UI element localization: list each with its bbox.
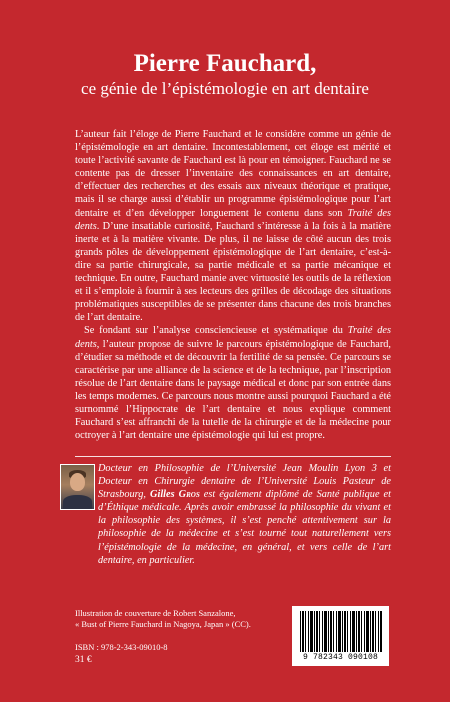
summary-paragraph-1: [75, 128, 391, 324]
summary-paragraph-2-start: Se fondant sur l’analyse consciencieuse et systématique du: [84, 325, 348, 337]
isbn: ISBN : 978-2-343-09010-8: [75, 642, 168, 652]
book-subtitle: ce génie de l’épistémologie en art dentaire: [81, 79, 369, 98]
author-portrait: [60, 464, 95, 510]
barcode-digits: 9 782343 090108: [302, 653, 378, 662]
author-first-name: Gilles: [150, 489, 179, 501]
price: 31 €: [75, 655, 92, 665]
book-title: Pierre Fauchard,: [133, 50, 317, 77]
summary-paragraph-2-end: , l’auteur propose de suivre le parcours épistémologique de Fauchard, d’étudier sa méthode et de découvrir la fertilité de sa pensée. Ce parcours se caractérise par une alliance de la science et de la technique, par l’inscription résolue de l’art dentaire dans le paysage médical et donc par son entrée dans les temps modernes. Ce parcours nous montre aussi pourquoi Fauchard a été surnommé l’Hippocrate de l’art dentaire et nous explique comment Fauchard s’est affranchi de la tutelle de la chirurgie et de la médecine pour octroyer à l’art dentaire une épistémologie qui lui est propre.: [75, 338, 391, 442]
author-name: [150, 489, 200, 500]
summary-paragraph-1-end: . D’une insatiable curiosité, Fauchard s’intéresse à la fois à la matière inerte et à la matière vivante. De plus, il ne laisse de côté aucun des trois grands pôles de développement épistémologique de l’art dentaire, c’est-à-dire sa partie chirurgicale, sa partie médicale et sa partie mécanique et technique. En outre, Fauchard manie avec virtuosité les outils de la réflexion et il s’emploie à fournir à ses lecteurs des grilles de décodage des situations problématiques susceptibles de se présenter dans chacune des trois branches de l’art dentaire.: [75, 220, 391, 324]
summary-text: [75, 128, 391, 442]
summary-paragraph-1-reference: Traité des dents: [75, 207, 391, 232]
credit-line-2: « Bust of Pierre Fauchard in Nagoya, Japan » (CC).: [75, 619, 251, 629]
author-bio-start: Docteur en Philosophie de l’Université Jean Moulin Lyon 3 et Docteur en Chirurgie dentaire de l’Université Louis Pasteur de Strasbourg,: [98, 463, 391, 501]
author-bio-end: est également diplômé de Santé publique et d’Éthique médicale. Après avoir embrassé la philosophie du vivant et la philosophie des systèmes, il s’est penché attentivement sur la philosophie de la médecine et s’est tourné tout naturellement vers l’épistémologie de la médecine, en général, et vers celle de l’art dentaire, en particulier.: [98, 489, 391, 566]
credit-line-1: Illustration de couverture de Robert Sanzalone,: [75, 608, 236, 618]
author-bio: [98, 462, 391, 567]
summary-paragraph-2-reference: Traité des dents: [75, 325, 391, 350]
summary-paragraph-1-start: L’auteur fait l’éloge de Pierre Fauchard et le considère comme un génie de l’épistémologie en art dentaire. Incontestablement, cet éloge est mérité et toute l’activité savante de Fauchard est là pour en témoigner. Fauchard ne se contente pas de dresser l’inventaire des connaissances en art dentaire, d’effectuer des recherches et des essais aux niveaux théorique et pratique, mais il se charge aussi d’établir un programme épistémologique pour l’art dentaire et d’en développer longuement le contenu dans son: [75, 129, 391, 219]
author-last-name: Gros: [178, 489, 200, 501]
cover-illustration-credit: [75, 608, 295, 630]
barcode: [292, 606, 389, 666]
barcode-bars: [300, 611, 382, 652]
summary-paragraph-2: [75, 324, 391, 442]
section-divider: [75, 456, 391, 457]
portrait-suit: [63, 495, 92, 509]
portrait-face: [70, 473, 85, 491]
